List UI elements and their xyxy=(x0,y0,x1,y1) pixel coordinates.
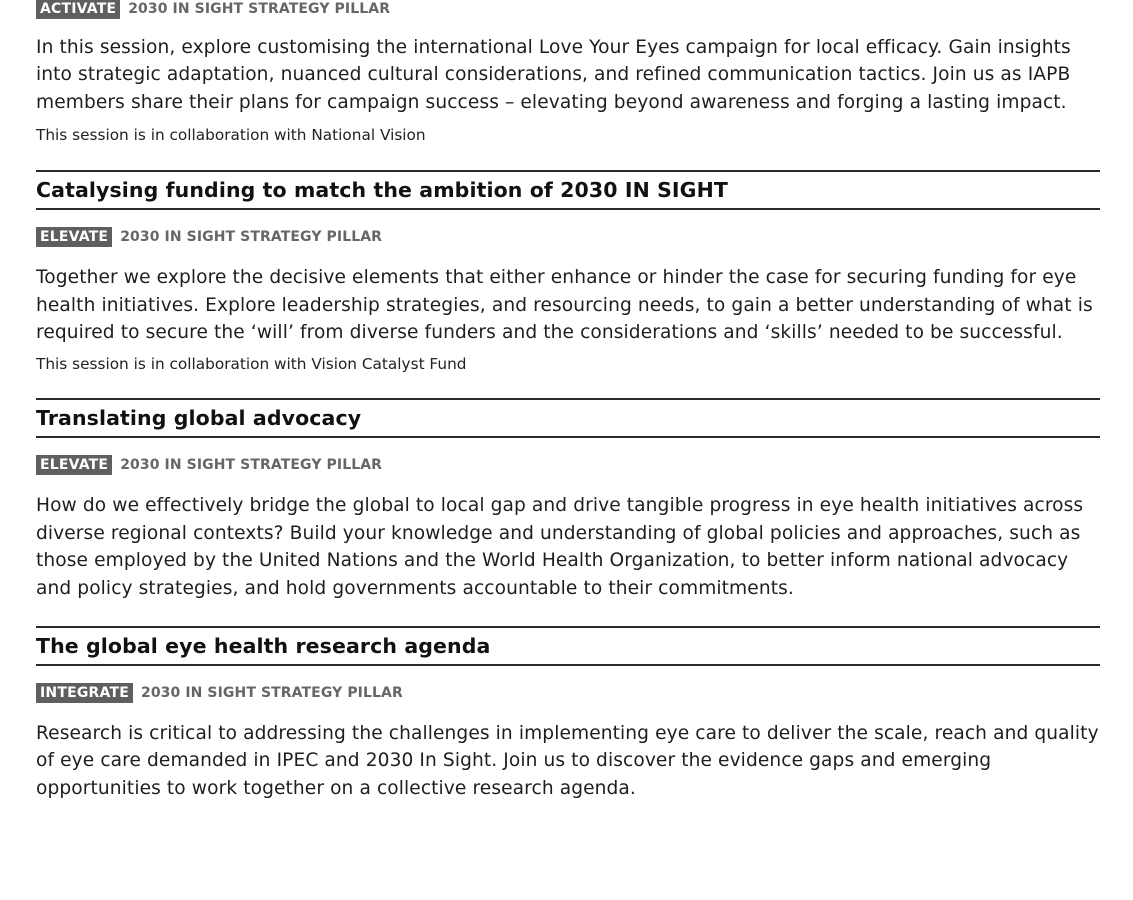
session-list xyxy=(36,0,1100,802)
pillar-label: 2030 IN SIGHT STRATEGY PILLAR xyxy=(140,685,403,702)
pillar-row xyxy=(36,226,1100,248)
session-title[interactable]: Catalysing funding to match the ambition of 2030 IN SIGHT xyxy=(36,170,1100,210)
pillar-row xyxy=(36,0,1100,20)
pillar-row xyxy=(36,682,1100,704)
pillar-label: 2030 IN SIGHT STRATEGY PILLAR xyxy=(120,457,383,474)
pillar-badge: ELEVATE xyxy=(36,455,112,475)
collaboration-note: This session is in collaboration with Vision Catalyst Fund xyxy=(36,355,467,374)
session-description: Together we explore the decisive elements that either enhance or hinder the case for securing funding for eye health initiatives. Explore leadership strategies, and resourcing needs, to gain a better understanding of what is required to secure the ‘will’ from diverse funders and the considerations and ‘skills’ needed to be successful. xyxy=(36,267,1093,344)
session-description: In this session, explore customising the international Love Your Eyes campaign for local efficacy. Gain insights into strategic adaptation, nuanced cultural considerations, and refined communication tactics. Join us as IAPB members share their plans for campaign success – elevating beyond awareness and forging a lasting impact. xyxy=(36,37,1071,113)
session-description: Research is critical to addressing the challenges in implementing eye care to deliver the scale, reach and quality of eye care demanded in IPEC and 2030 In Sight. Join us to discover the evidence gaps and emerging opportunities to work together on a collective research agenda. xyxy=(36,723,1099,799)
session-catalysing-funding xyxy=(36,170,1100,374)
session-love-your-eyes xyxy=(36,0,1100,145)
session-title[interactable]: Translating global advocacy xyxy=(36,398,1100,438)
pillar-badge: ELEVATE xyxy=(36,227,112,247)
session-title[interactable]: The global eye health research agenda xyxy=(36,626,1100,666)
pillar-badge: ACTIVATE xyxy=(36,0,120,19)
pillar-badge: INTEGRATE xyxy=(36,683,133,703)
pillar-row xyxy=(36,454,1100,476)
session-eye-health-research-agenda xyxy=(36,626,1100,802)
session-description: How do we effectively bridge the global to local gap and drive tangible progress in eye health initiatives across diverse regional contexts? Build your knowledge and understanding of global policies and approaches, such as those employed by the United Nations and the World Health Organization, to better inform national advocacy and policy strategies, and hold governments accountable to their commitments. xyxy=(36,495,1084,599)
session-translating-global-advocacy xyxy=(36,398,1100,602)
collaboration-note: This session is in collaboration with National Vision xyxy=(36,126,426,145)
pillar-label: 2030 IN SIGHT STRATEGY PILLAR xyxy=(120,229,383,246)
pillar-label: 2030 IN SIGHT STRATEGY PILLAR xyxy=(128,1,391,17)
